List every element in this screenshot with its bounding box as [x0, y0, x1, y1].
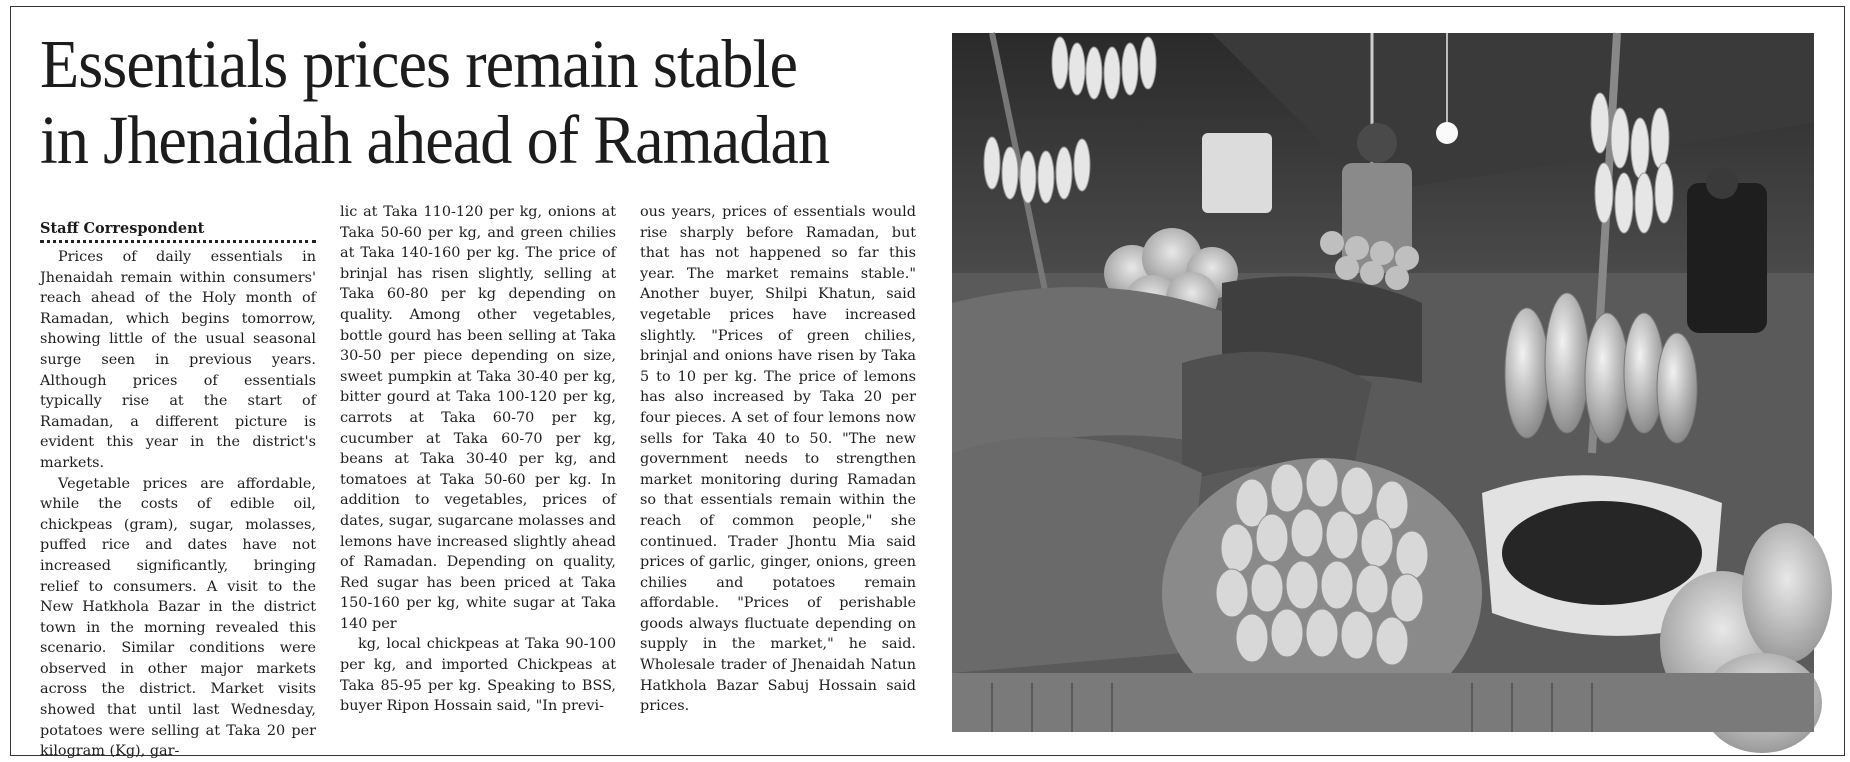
headline-line-2: in Jhenaidah ahead of Ramadan: [40, 102, 830, 178]
paragraph: ous years, prices of essentials would rise sharply before Ramadan, but that has not happened so far this year. The market remains stable." Another buyer, Shilpi Khatun, said vegetable prices have increased slightly. "Prices of green chilies, brinjal and onions have risen by Taka 5 to 10 per kg. The price of lemons has also increased by Taka 20 per four pieces. A set of four lemons now sells for Taka 40 to 50. "The new government needs to strengthen market monitoring during Ramadan so that essentials remain within the reach of common people," she continued. Trader Jhontu Mia said prices of garlic, ginger, onions, green chilies and potatoes remain affordable. "Prices of perishable goods always fluctuate depending on supply in the market," he said. Wholesale trader of Jhenaidah Natun Hatkhola Bazar Sabuj Hossain said prices.: [640, 204, 916, 715]
paragraph: Prices of daily essentials in Jhenaidah remain within consumers' reach ahead of the Holy month of Ramadan, which begins tomorrow, showing little of the usual seasonal surge seen in previous years. Although prices of essentials typically rise at the start of Ramadan, a different picture is evident this year in the district's markets.: [40, 249, 316, 471]
article-column-3: [640, 202, 916, 722]
market-photo: [952, 33, 1814, 732]
article-column-1: [40, 247, 316, 760]
article-column-2: [340, 202, 616, 722]
headline-line-1: Essentials prices remain stable: [40, 26, 798, 102]
paragraph: Vegetable prices are affordable, while the costs of edible oil, chickpeas (gram), sugar, molasses, puffed rice and dates have not increased significantly, bringing relief to consumers. A visit to the New Hatkhola Bazar in the district town in the morning revealed this scenario. Similar conditions were observed in other major markets across the district. Market visits showed that until last Wednesday, potatoes were selling at Taka 20 per kilogram (Kg), gar-: [40, 475, 316, 760]
byline: Staff Correspondent: [40, 220, 316, 243]
vegetable-stall-image: [952, 33, 1814, 732]
paragraph: kg, local chickpeas at Taka 90-100 per kg, and imported Chickpeas at Taka 85-95 per kg. Speaking to BSS, buyer Ripon Hossain said, "In previ-: [340, 636, 616, 715]
headline: [40, 26, 877, 178]
paragraph: lic at Taka 110-120 per kg, onions at Taka 50-60 per kg, and green chilies at Taka 140-160 per kg. The price of brinjal has risen slightly, selling at Taka 60-80 per kg depending on quality. Among other vegetables, bottle gourd has been selling at Taka 30-50 per piece depending on size, sweet pumpkin at Taka 30-40 per kg, bitter gourd at Taka 100-120 per kg, carrots at Taka 60-70 per kg, cucumber at Taka 60-70 per kg, beans at Taka 30-40 per kg, and tomatoes at Taka 50-60 per kg. In addition to vegetables, prices of dates, sugar, sugarcane molasses and lemons have increased slightly ahead of Ramadan. Depending on quality, Red sugar has been priced at Taka 150-160 per kg, white sugar at Taka 140 per: [340, 204, 616, 632]
